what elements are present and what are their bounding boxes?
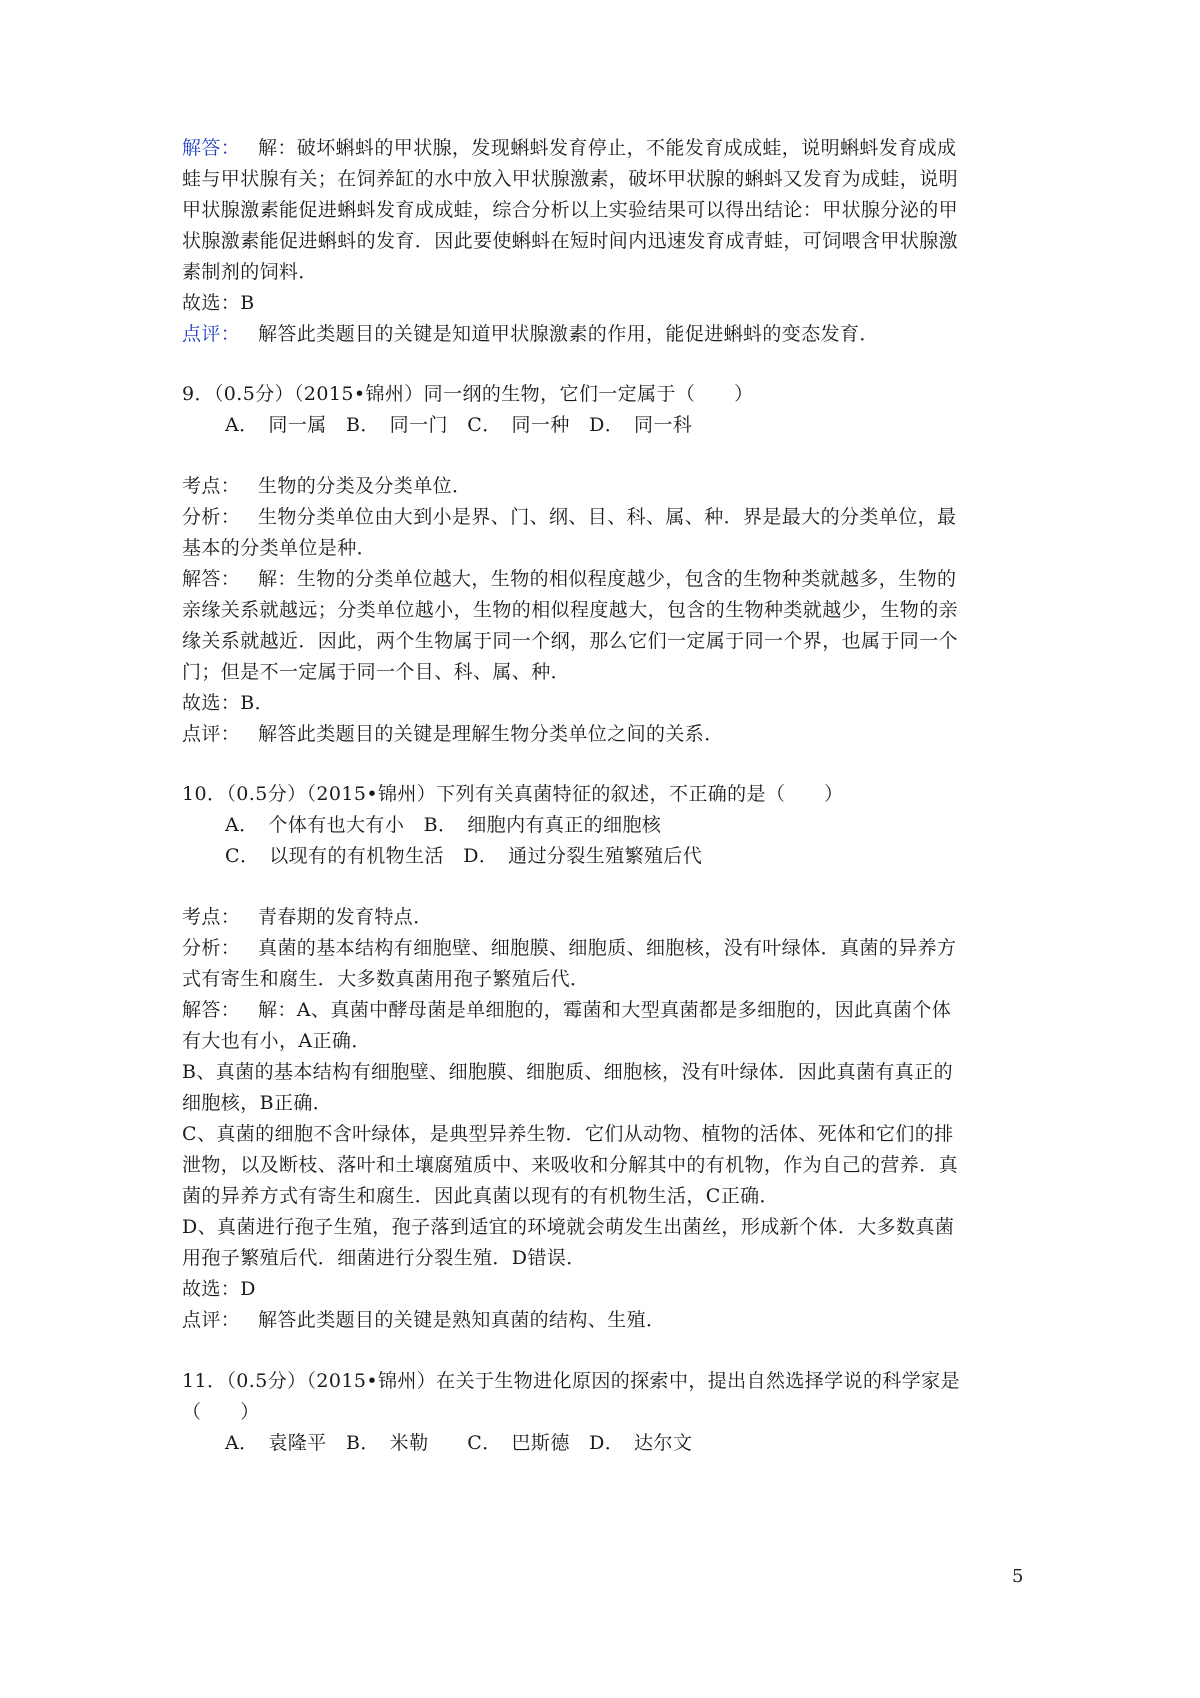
answer-line: 蛙与甲状腺有关；在饲养缸的水中放入甲状腺激素，破坏甲状腺的蝌蚪又发育为成蛙，说明 <box>182 168 959 190</box>
page-number: 5 <box>1012 1566 1024 1587</box>
analysis-line: 基本的分类单位是种． <box>182 537 377 559</box>
point-line: 考点： 生物的分类及分类单位． <box>182 475 472 497</box>
point-line: 考点： 青春期的发育特点． <box>182 906 433 928</box>
analysis-line: 分析： 生物分类单位由大到小是界、门、纲、目、科、属、种．界是最大的分类单位，最 <box>182 506 957 528</box>
comment-line: 点评： 解答此类题目的关键是熟知真菌的结构、生殖． <box>182 1309 666 1331</box>
analysis-label: 分析： <box>182 506 241 528</box>
choice-line: 故选：D <box>182 1278 256 1300</box>
comment-line: 点评： 解答此类题目的关键是知道甲状腺激素的作用，能促进蝌蚪的变态发育． <box>182 323 879 345</box>
answer-line: 解答： 解：A、真菌中酵母菌是单细胞的，霉菌和大型真菌都是多细胞的，因此真菌个体 <box>182 999 952 1021</box>
analysis-line: 分析： 真菌的基本结构有细胞壁、细胞膜、细胞质、细胞核，没有叶绿体．真菌的异养方 <box>182 937 957 959</box>
answer-line: 菌的异养方式有寄生和腐生．因此真菌以现有的有机物生活，C正确． <box>182 1185 779 1207</box>
choice-line: 故选：B <box>182 292 255 314</box>
answer-line: 缘关系就越近．因此，两个生物属于同一个纲，那么它们一定属于同一个界，也属于同一个 <box>182 630 959 652</box>
analysis-line: 式有寄生和腐生．大多数真菌用孢子繁殖后代． <box>182 968 590 990</box>
comment-label: 点评： <box>182 1309 241 1331</box>
point-label: 考点： <box>182 906 241 928</box>
choice-line: 故选：B． <box>182 692 274 714</box>
answer-line: D、真菌进行孢子生殖，孢子落到适宜的环境就会萌发生出菌丝，形成新个体．大多数真菌 <box>182 1216 955 1238</box>
question-11-options: A． 袁隆平 B． 米勒 C． 巴斯德 D． 达尔文 <box>225 1432 693 1454</box>
answer-line: 解答： 解：生物的分类单位越大，生物的相似程度越少，包含的生物种类就越多，生物的 <box>182 568 957 590</box>
answer-line: 解答： 解：破坏蝌蚪的甲状腺，发现蝌蚪发育停止，不能发育成成蛙，说明蝌蚪发育成成 <box>182 137 957 159</box>
answer-line: 甲状腺激素能促进蝌蚪发育成成蛙，综合分析以上实验结果可以得出结论：甲状腺分泌的甲 <box>182 199 959 221</box>
comment-label: 点评： <box>182 723 241 745</box>
answer-line: 亲缘关系就越远；分类单位越小，生物的相似程度越大，包含的生物种类就越少，生物的亲 <box>182 599 959 621</box>
answer-label: 解答： <box>182 137 241 159</box>
answer-label: 解答： <box>182 568 241 590</box>
answer-line: 状腺激素能促进蝌蚪的发育．因此要使蝌蚪在短时间内迅速发育成青蛙，可饲喂含甲状腺激 <box>182 230 959 252</box>
answer-line: 用孢子繁殖后代．细菌进行分裂生殖．D错误． <box>182 1247 586 1269</box>
question-9-stem: 9．（0.5分）（2015•锦州）同一纲的生物，它们一定属于（ ） <box>182 383 754 405</box>
answer-line: B、真菌的基本结构有细胞壁、细胞膜、细胞质、细胞核，没有叶绿体．因此真菌有真正的 <box>182 1061 953 1083</box>
answer-line: 门；但是不一定属于同一个目、科、属、种． <box>182 661 571 683</box>
comment-label: 点评： <box>182 323 241 345</box>
analysis-label: 分析： <box>182 937 241 959</box>
question-9-options: A． 同一属 B． 同一门 C． 同一种 D． 同一科 <box>225 414 693 436</box>
answer-line: 有大也有小，A正确． <box>182 1030 371 1052</box>
point-label: 考点： <box>182 475 241 497</box>
question-11-stem: 11．（0.5分）（2015•锦州）在关于生物进化原因的探索中，提出自然选择学说的科学家是 <box>182 1370 960 1392</box>
answer-line: 细胞核，B正确． <box>182 1092 333 1114</box>
question-10-stem: 10．（0.5分）（2015•锦州）下列有关真菌特征的叙述，不正确的是（ ） <box>182 783 844 805</box>
comment-line: 点评： 解答此类题目的关键是理解生物分类单位之间的关系． <box>182 723 724 745</box>
answer-label: 解答： <box>182 999 241 1021</box>
answer-line: 泄物，以及断枝、落叶和土壤腐殖质中、来吸收和分解其中的有机物，作为自己的营养．真 <box>182 1154 959 1176</box>
question-10-options-row-1: A． 个体有也大有小 B． 细胞内有真正的细胞核 <box>225 814 662 836</box>
question-10-options-row-2: C． 以现有的有机物生活 D． 通过分裂生殖繁殖后代 <box>225 845 703 867</box>
answer-line: 素制剂的饲料． <box>182 261 318 283</box>
question-11-stem: （ ） <box>182 1401 260 1423</box>
answer-line: C、真菌的细胞不含叶绿体，是典型异养生物．它们从动物、植物的活体、死体和它们的排 <box>182 1123 954 1145</box>
